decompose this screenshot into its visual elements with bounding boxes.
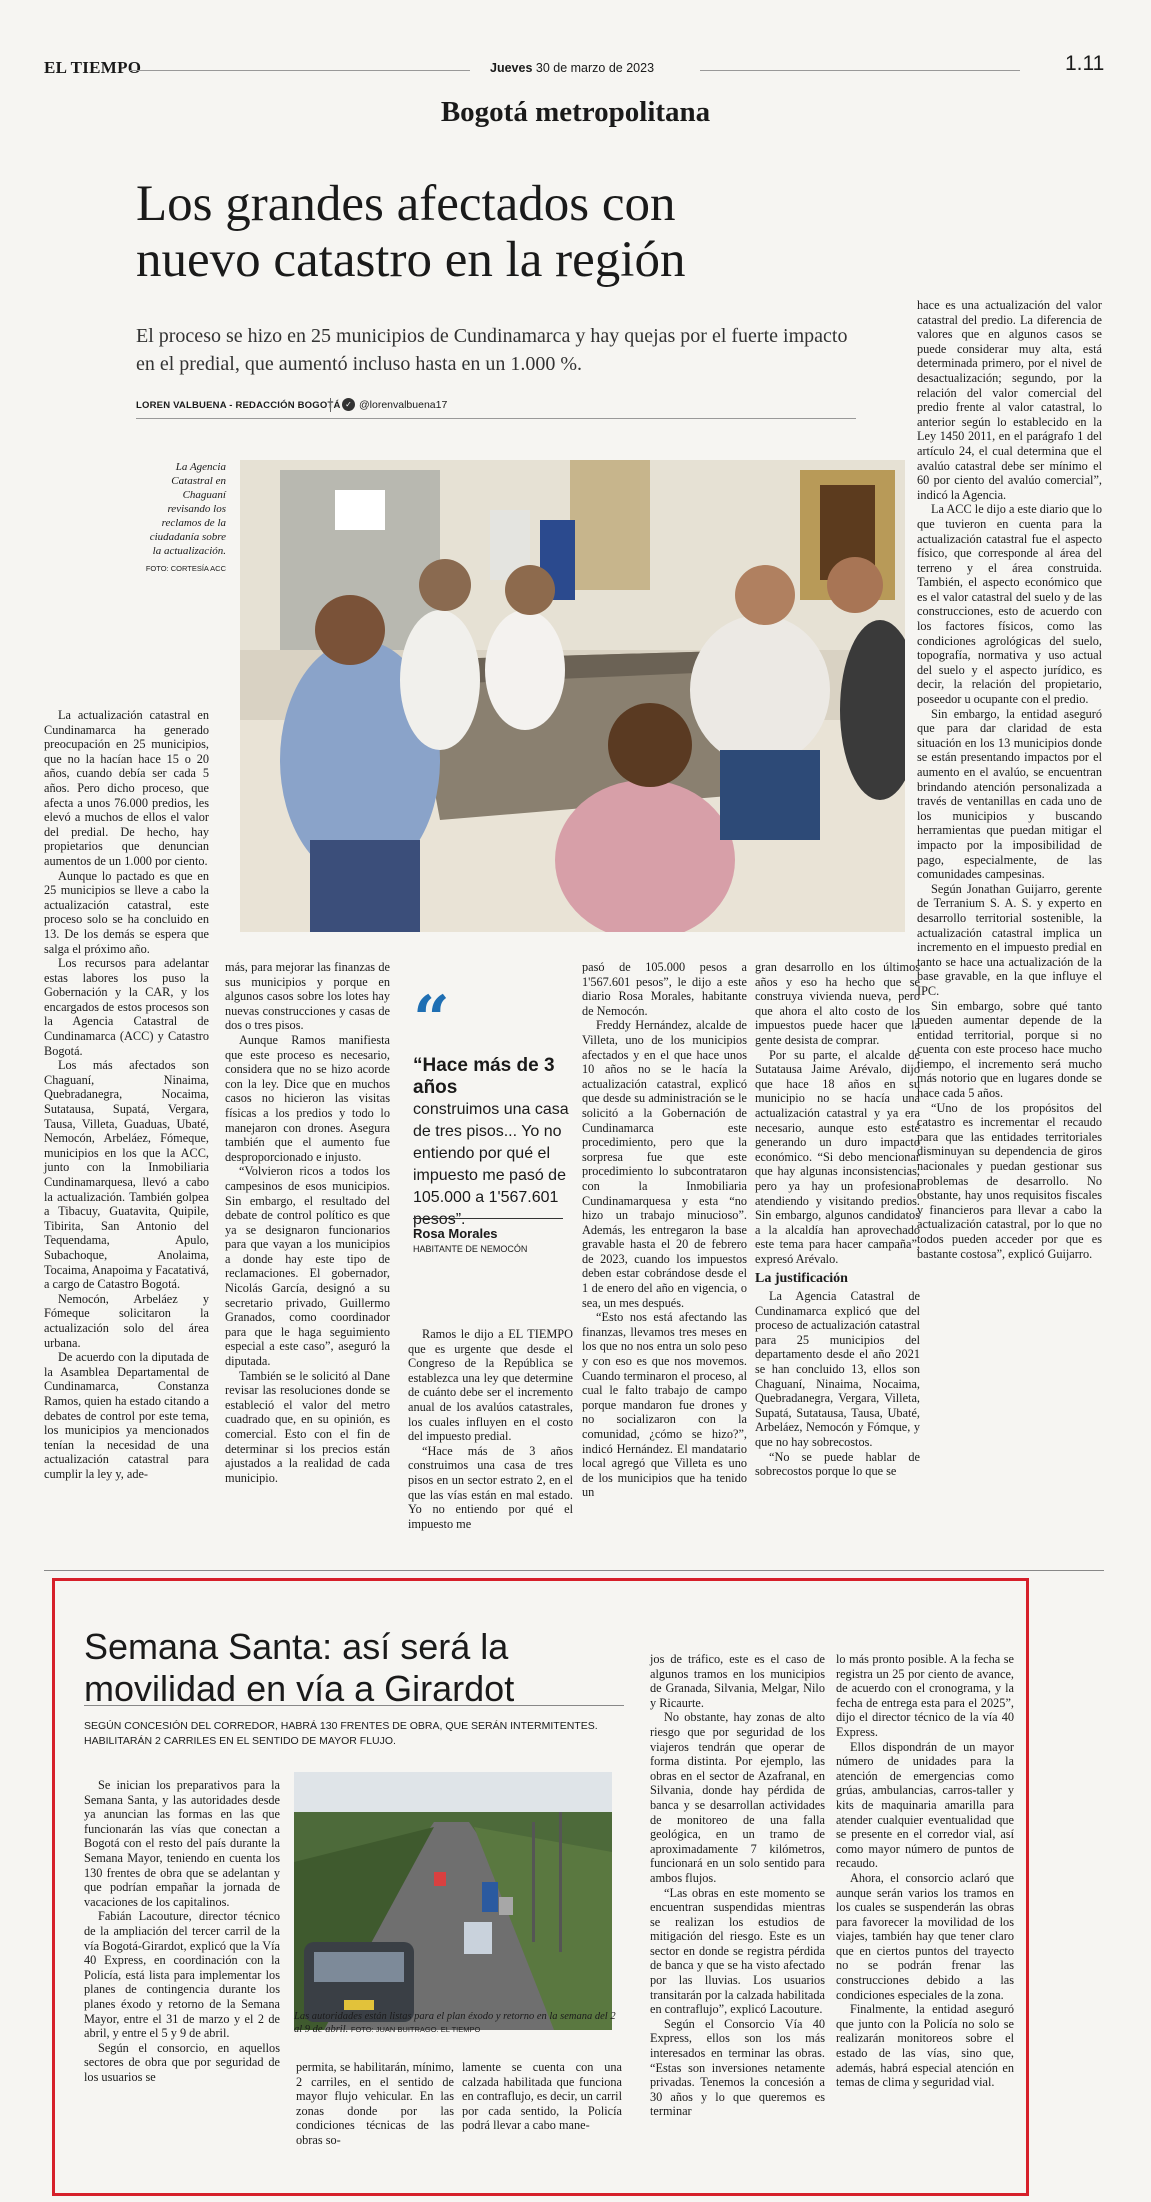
twitter-handle — [342, 398, 447, 411]
paragraph: “Uno de los propósitos del catastro es incrementar el recaudo para que las entidades territoriales disminuyan su dependencia de giros nacionales y puedan gestionar sus problemas de desarrollo. No obstante, hay unos requisitos fiscales y financieros para llevar a cabo la actualización catastral, por lo que no todos pueden acceder por que es bastante costosa”, explicó Guijarro. — [917, 1100, 1102, 1261]
paragraph: Sin embargo, sobre qué tanto pueden aumentar depende de la entidad territorial, porque si no cuenta con este proceso hace mucho tiempo, el incremento será mucho más notorio que en lugares donde se hace cada 5 años. — [917, 998, 1102, 1101]
pull-quote-lead: “Hace más de 3 años — [413, 1055, 555, 1098]
article2-deck: SEGÚN CONCESIÓN DEL CORREDOR, HABRÁ 130 FRENTES DE OBRA, QUE SERÁN INTERMITENTES. HABILITARÁN 2 CARRILES EN EL SENTIDO DE MAYOR FLUJO. — [84, 1720, 598, 1747]
paragraph: Los recursos para adelantar estas labores los puso la Gobernación y la CAR, y los encargados de estos procesos son la Agencia Catastral de Cundinamarca (ACC) y Catastro Bogotá. — [44, 956, 209, 1058]
article2-headline — [84, 1626, 584, 1710]
masthead-rule — [130, 70, 470, 71]
paragraph: más, para mejorar las finanzas de sus municipios y porque en algunos casos sobre los lotes hay nuevas construcciones y casas de dos o tres pisos. — [225, 960, 390, 1033]
paragraph: No obstante, hay zonas de alto riesgo que por seguridad de los viajeros tendrán que operar de forma distinta. Por ejemplo, las obras en el sector de Azafranal, en Silvania, donde hay pérdida de banca y se desarrollan actividades de monitoreo de una falla geológica, en un tramo de aproximadamente 7 kilómetros, funcionará en un solo sentido para ambos flujos. — [650, 1710, 825, 1885]
quote-rule — [413, 1218, 563, 1219]
paragraph: Ahora, el consorcio aclaró que aunque serán varios los tramos en los cuales se suspenderán las obras para favorecer la movilidad de los viajes, también hay que tener claro que en ciertos puntos del trayecto no se podrán frenar las construcciones debido a las condiciones especiales de la zona. — [836, 1870, 1014, 2002]
masthead-rule-right — [700, 70, 1020, 71]
article1-column-1 — [44, 708, 209, 1481]
article2-column-3 — [462, 2060, 622, 2133]
photo-caption-text: Las autoridades están listas para el plan éxodo y retorno en la semana del 2 al 9 de abril. — [294, 2011, 616, 2035]
paragraph: hace es una actualización del valor catastral del predio. La diferencia de valores que en algunos casos se puede considerar muy alta, está determinada primero, por el nivel de desactualización; segundo, por la relación del valor comercial del predio frente al valor catastral, lo anterior según lo establecido en la Ley 1450 2011, en el parágrafo 1 del artículo 24, el cual determina que el avalúo catastral debe ser mínimo el 60 por ciento del avalúo comercial”, indicó la Agencia. — [917, 298, 1102, 502]
paragraph: La actualización catastral en Cundinamarca ha generado preocupación en 25 municipios, que no la hacían hace 15 o 20 años, cuando debía ser cada 5 años. Pero dicho proceso, que afecta a unos 76.000 predios, les elevó a muchos de ellos el valor del predial. De hecho, hay propietarios que denuncian aumentos de un 1.000 por ciento. — [44, 708, 209, 868]
paragraph: Según Jonathan Guijarro, gerente de Terranium S. A. S. y experto en desarrollo territorial sostenible, la actualización catastral implica un incremento en el impuesto predial en tanto se hace una actualización de la base gravable, en la que influye el IPC. — [917, 881, 1102, 998]
paragraph: “No se puede hablar de sobrecostos porque lo que se — [755, 1449, 920, 1479]
paragraph: Fabián Lacouture, director técnico de la ampliación del tercer carril de la vía Bogotá-Girardot, explicó que la Vía 40 Express, en coordinación con la Policía, está lista para implementar los planes de contingencia durante los planes éxodo y retorno de la Semana Mayor, entre el 31 de marzo y el 2 de abril, y entre el 5 y 9 de abril. — [84, 1909, 280, 2041]
issue-date-rest: 30 de marzo de 2023 — [532, 61, 655, 75]
section-divider — [44, 1570, 1104, 1571]
byline: LOREN VALBUENA - REDACCIÓN BOGOTÁ — [136, 400, 341, 411]
paragraph: lo más pronto posible. A la fecha se registra un 25 por ciento de avance, de acuerdo con el cronograma, y la fecha de entrega esta para el 2025”, dijo el director técnico de la vía 40 Express. — [836, 1652, 1014, 1739]
photo-caption — [140, 460, 226, 576]
paragraph: Freddy Hernández, alcalde de Villeta, uno de los municipios afectados y en el que hace unos 10 años no se le hacía la actualización catastral, explicó que desde su administración se le solicitó a la Gobernación de Cundinamarca este procedimiento, pero que la sorpresa fue que este procedimiento lo subcontrataron con la Inmobiliaria Cundinamarquesa y esta “no hizo un trabajo minucioso”. Además, les entregaron la base gravable hasta el 20 de febrero de 2023, cuando los impuestos deben estar cobrándose desde el 1 de enero del año en vigencia, o sea, un mes después. — [582, 1018, 747, 1310]
photo-caption — [294, 2010, 624, 2036]
page-number: 1.11 — [1065, 52, 1105, 75]
paragraph: “Hace más de 3 años construimos una casa de tres pisos en un sector estrato 2, en el que las vías están en mal estado. Yo no entiendo por qué el impuesto me — [408, 1443, 573, 1531]
paragraph: gran desarrollo en los últimos años y eso ha hecho que se construya vivienda nueva, pero que ahora el alto costo de los impuestos puede hacer que la gente desista de comprar. — [755, 960, 920, 1047]
article-headline — [136, 176, 856, 288]
quote-author-role: HABITANTE DE NEMOCÓN — [413, 1244, 528, 1254]
paragraph: Aunque Ramos manifiesta que este proceso es necesario, considera que no se hizo acorde con la ley. Dice que en muchos casos no hicieron las visitas físicas a los predios y todo lo manejaron con drones. Asegura también que el aumento fue desproporcionado e injusto. — [225, 1032, 390, 1164]
headline-line-2: nuevo catastro en la región — [136, 232, 686, 288]
headline-line-1: Los grandes afectados con — [136, 176, 676, 232]
headline-line-1: Semana Santa: así será la — [84, 1626, 509, 1667]
headline-line-2: movilidad en vía a Girardot — [84, 1668, 515, 1709]
paragraph: También se le solicitó al Dane revisar las resoluciones donde se estableció el valor del metro cuadrado que, en su opinión, es comercial. Esto con el fin de determinar si los precios están ajustados a la realidad de cada municipio. — [225, 1368, 390, 1485]
article2-column-2 — [296, 2060, 454, 2148]
twitter-handle-text: @lorenvalbuena17 — [359, 398, 448, 411]
paragraph: “Las obras en este momento se encuentran suspendidas mientras se realizan los estudios de mitigación del riesgo. Este es un sector en donde se registra pérdida de banca y que se ha visto afectado por las lluvias. Los usuarios transitarán por la calzada habilitada en contraflujo”, explicó Lacouture. — [650, 1885, 825, 2017]
paragraph: Aunque lo pactado es que en 25 municipios se lleve a cabo la actualización catastral, este proceso solo se ha concluido en 13. De los demás se espera que salga el próximo año. — [44, 868, 209, 956]
article1-column-6 — [917, 298, 1102, 1261]
newspaper-brand: EL TIEMPO — [44, 58, 142, 77]
paragraph: jos de tráfico, este es el caso de algunos tramos en los municipios de Granada, Silvania, Melgar, Nilo y Ricaurte. — [650, 1652, 825, 1710]
quote-author: Rosa Morales — [413, 1226, 498, 1241]
paragraph: Ramos le dijo a EL TIEMPO que es urgente que desde el Congreso de la República se establezca una ley que determine de cuánto debe ser el incremento anual de los avalúos catastrales, los cuales influyen en el costo del impuesto predial. — [408, 1327, 573, 1444]
paragraph: La Agencia Catastral de Cundinamarca explicó que del proceso de actualización catastral para 25 municipios del departamento desde el año 2021 se han concluido 13, ellos son Chaguaní, Ninaima, Nocaima, Quebradanegra, Vergara, Villeta, Supatá, Sutatausa, Tausa, Ubaté, Arbeláez, Nemocón y Fómque, y que no hay sobrecostos. — [755, 1289, 920, 1449]
paragraph: Se inician los preparativos para la Semana Santa, y las autoridades desde ya anuncian las formas en las que funcionarán las vías que conectan a Bogotá con el resto del país durante la Semana Mayor, teniendo en cuenta los 130 frentes de obra que se adelantan y que podrían empañar la jornada de vacaciones de los capitalinos. — [84, 1778, 280, 1909]
subheading: La justificación — [755, 1271, 848, 1287]
paragraph: pasó de 105.000 pesos a 1'567.601 pesos”, le dijo a este diario Rosa Morales, habitante de Nemocón. — [582, 960, 747, 1018]
paragraph: lamente se cuenta con una calzada habilitada que funciona en contraflujo, es decir, un carril por cada sentido, la Policía podrá llevar a cabo mane- — [462, 2060, 622, 2133]
paragraph: Nemocón, Arbeláez y Fómeque solicitaron la actualización solo del área urbana. — [44, 1291, 209, 1350]
paragraph: “Esto nos está afectando las finanzas, llevamos tres meses en los que no nos entra un solo peso y con eso es que nos movemos. Cuando terminaron el proceso, al cual le falto trabajo de campo porque mandaron fue drones y no socializaron con la comunidad, ¿cómo se hizo?”, indicó Hernández. El mandatario local agregó que Villeta es uno de los municipios que ha tenido un — [582, 1310, 747, 1500]
paragraph: permita, se habilitarán, mínimo, 2 carriles, en el sentido de mayor flujo vehicular. En las zonas donde por las condiciones técnicas de las obras so- — [296, 2060, 454, 2147]
issue-weekday: Jueves — [490, 61, 533, 75]
article2-column-1 — [84, 1778, 280, 2084]
paragraph: De acuerdo con la diputada de la Asamblea Departamental de Cundinamarca, Constanza Ramos, quien ha estado citando a debates de control por este tema, los municipios ya mencionados tenían la necesidad de una actualización catastral para cumplir la ley y, ade- — [44, 1350, 209, 1481]
issue-date — [490, 61, 654, 75]
article1-column-2 — [225, 960, 390, 1485]
byline-separator — [330, 398, 331, 412]
article2-column-4 — [650, 1652, 825, 2119]
photo-credit: FOTO: JUAN BUITRAGO. EL TIEMPO — [350, 2025, 481, 2034]
twitter-icon: ✓ — [342, 398, 355, 411]
pull-quote-body: construimos una casa de tres pisos... Yo no entiendo por qué el impuesto me pasó de 105.000 a 1'567.601 pesos”. — [413, 1101, 569, 1228]
paragraph: Sin embargo, la entidad aseguró que para dar claridad de esta situación en los 13 municipios donde se están presentando impactos por el aumento en el avalúo, se encuentran brindando atención personalizada a través de ventanillas en cada uno de los municipios y buscando herramientas que puedan mitigar el impacto por la imposibilidad de pago, especialmente, de las comunidades campesinas. — [917, 706, 1102, 882]
article2-column-5 — [836, 1652, 1014, 2090]
paragraph: Ellos dispondrán de un mayor número de unidades para la atención de emergencias como grúas, ambulancias, carros-taller y kits de maquinaria amarilla para atender cualquier eventualidad que se presente en el corredor vial, así como mayor número de puntos de recaudo. — [836, 1739, 1014, 1871]
pull-quote — [413, 1055, 573, 1231]
article1-column-5 — [755, 960, 920, 1479]
photo-caption-text: La Agencia Catastral en Chaguaní revisando los reclamos de la ciudadanía sobre la actualización. — [149, 461, 226, 557]
meeting-photo-illustration — [240, 460, 905, 932]
article-deck: El proceso se hizo en 25 municipios de Cundinamarca y hay quejas por el fuerte impacto en el predial, que aumentó incluso hasta en un 1.000 %. — [136, 325, 848, 375]
section-title: Bogotá metropolitana — [440, 96, 711, 128]
article1-column-3 — [408, 1327, 573, 1531]
paragraph: Finalmente, la entidad aseguró que junto con la Policía no solo se realizarán monitoreos sobre el estado de las vías, sino que, además, habrá especial atención en temas de clima y seguridad vial. — [836, 2002, 1014, 2090]
byline-rule — [136, 418, 856, 419]
paragraph: Según el Consorcio Vía 40 Express, ellos son los más interesados en terminar las obras. “Estas son inversiones netamente privadas. Tenemos la concesión a 30 años y lo que queremos es terminar — [650, 2016, 825, 2119]
paragraph: Por su parte, el alcalde de Sutatausa Jaime Arévalo, dijo que hace 18 años en su municipio no se hacía una actualización catastral y ya era necesario, aunque esto esté generando un duro impacto económico. “Si debo mencionar que hay algunas inconsistencias, pero ya hay un profesional atendiendo y visitando predios. Sin embargo, algunos candidatos a la alcaldía han aprovechado este tema para hacer campaña”, expresó Arévalo. — [755, 1047, 920, 1266]
article2-rule — [84, 1705, 624, 1706]
paragraph: La ACC le dijo a este diario que lo que tuvieron en cuenta para la actualización catastral fue el aspecto físico, que corresponde al área del terreno y el área construida. También, el aspecto económico que es el valor catastral del suelo y de las construcciones, esto de acuerdo con los factores físicos, como las condiciones agrológicas del suelo, topografía, normativa y uso actual del suelo y el aspecto jurídico, es decir, la relación del propietario, poseedor u ocupante con el predio. — [917, 502, 1102, 707]
meeting-photo — [240, 460, 905, 932]
paragraph: Los más afectados son Chaguaní, Ninaima, Quebradanegra, Nocaima, Sutatausa, Supatá, Vergara, Tausa, Villeta, Guaduas, Ubaté, Nemocón, Arbeláez, Fómeque, municipios en los que la ACC, junto con la Inmobiliaria Cundinamarquesa, llevó a cabo la actualización. También golpea a Tibacuy, Guatavita, Quipile, Tibirita, San Antonio del Tequendama, Apulo, Subachoque, Anolaima, Tocaima, Anapoima y Facatativá, a cargo de Catastro Bogotá. — [44, 1058, 209, 1292]
article1-column-4 — [582, 960, 747, 1500]
quote-mark-icon: “ — [413, 982, 450, 1057]
highway-photo — [294, 1772, 612, 2030]
paragraph: Según el consorcio, en aquellos sectores de obra que por seguridad de los usuarios se — [84, 2040, 280, 2084]
photo-credit: FOTO: CORTESÍA ACC — [145, 564, 226, 573]
highway-photo-illustration — [294, 1772, 612, 2030]
paragraph: “Volvieron ricos a todos los campesinos de esos municipios. Sin embargo, el resultado del debate de control político es que ya se designaron funcionarios para que vayan a los municipios a donde hay este tipo de reclamaciones. El gobernador, Nicolás García, designó a su secretario privado, Guillermo Granados, como coordinador para que le haga seguimiento especial a este caso”, aseguró la diputada. — [225, 1164, 390, 1369]
